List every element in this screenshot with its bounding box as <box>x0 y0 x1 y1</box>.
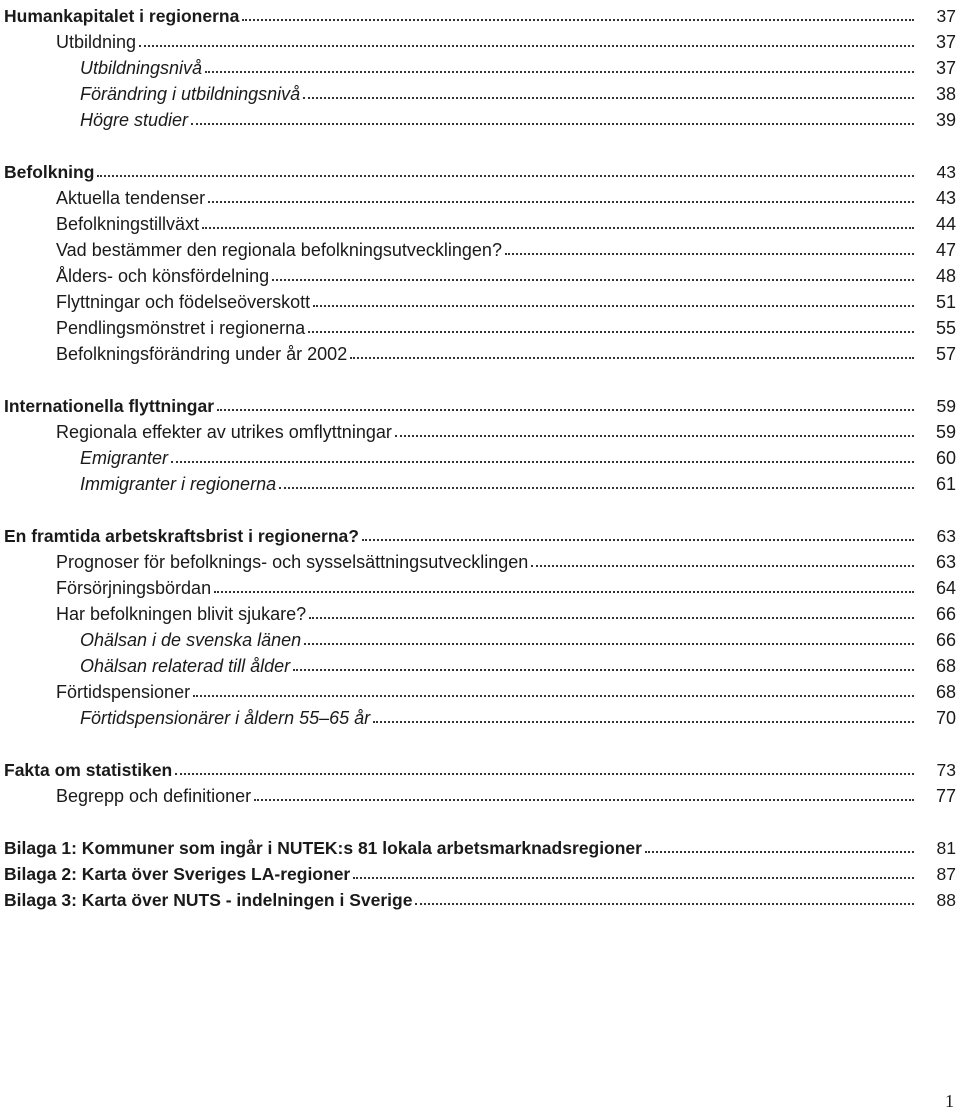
toc-entry[interactable] <box>4 884 956 910</box>
toc-entry-title: Flyttningar och födelseöverskott <box>56 292 311 312</box>
toc-entry[interactable] <box>4 858 956 884</box>
toc-entry-title: Ohälsan relaterad till ålder <box>80 656 291 676</box>
toc-leader-dots <box>205 71 914 73</box>
toc-entry[interactable] <box>4 754 956 780</box>
toc-leader-dots <box>202 227 914 229</box>
toc-entry-page: 61 <box>935 474 956 494</box>
toc-entry-title: Bilaga 3: Karta över NUTS - indelningen i Sverige <box>4 890 413 910</box>
toc-entry-page: 81 <box>936 838 956 858</box>
toc-entry-page: 43 <box>936 162 956 182</box>
toc-entry-page: 66 <box>935 604 956 624</box>
toc-entry-title: Immigranter i regionerna <box>80 474 277 494</box>
toc-entry[interactable] <box>4 468 956 494</box>
toc-leader-dots <box>175 773 914 775</box>
toc-entry[interactable] <box>4 156 956 182</box>
toc-leader-dots <box>139 45 914 47</box>
toc-leader-dots <box>531 565 914 567</box>
toc-entry-page: 47 <box>935 240 956 260</box>
toc-entry-title: Ålders- och könsfördelning <box>56 266 270 286</box>
toc-leader-dots <box>214 591 914 593</box>
toc-entry[interactable] <box>4 780 956 806</box>
toc-entry[interactable] <box>4 78 956 104</box>
toc-entry-title: Utbildning <box>56 32 137 52</box>
toc-entry-page: 68 <box>935 682 956 702</box>
toc-entry-page: 37 <box>936 6 956 26</box>
toc-entry[interactable] <box>4 546 956 572</box>
toc-entry[interactable] <box>4 104 956 130</box>
toc-leader-dots <box>303 97 914 99</box>
toc-entry-page: 37 <box>935 58 956 78</box>
toc-entry-title: En framtida arbetskraftsbrist i regionerna? <box>4 526 359 546</box>
toc-entry-title: Humankapitalet i regionerna <box>4 6 240 26</box>
toc-entry[interactable] <box>4 624 956 650</box>
toc-leader-dots <box>293 669 914 671</box>
toc-entry[interactable] <box>4 0 956 26</box>
toc-leader-dots <box>191 123 914 125</box>
toc-entry-title: Befolkningsförändring under år 2002 <box>56 344 348 364</box>
toc-leader-dots <box>313 305 914 307</box>
table-of-contents <box>4 0 956 910</box>
toc-entry[interactable] <box>4 312 956 338</box>
toc-entry[interactable] <box>4 520 956 546</box>
toc-entry-page: 44 <box>935 214 956 234</box>
toc-entry-page: 55 <box>935 318 956 338</box>
toc-entry-title: Bilaga 2: Karta över Sveriges LA-regioner <box>4 864 351 884</box>
toc-entry[interactable] <box>4 208 956 234</box>
toc-entry-title: Internationella flyttningar <box>4 396 215 416</box>
toc-entry-title: Förändring i utbildningsnivå <box>80 84 301 104</box>
toc-entry[interactable] <box>4 260 956 286</box>
toc-entry[interactable] <box>4 286 956 312</box>
toc-entry-page: 63 <box>935 552 956 572</box>
toc-leader-dots <box>279 487 914 489</box>
toc-entry-page: 63 <box>936 526 956 546</box>
toc-entry-title: Ohälsan i de svenska länen <box>80 630 302 650</box>
toc-leader-dots <box>304 643 914 645</box>
toc-entry[interactable] <box>4 182 956 208</box>
toc-entry-title: Begrepp och definitioner <box>56 786 252 806</box>
toc-leader-dots <box>353 877 914 879</box>
toc-entry-title: Förtidspensioner <box>56 682 191 702</box>
toc-leader-dots <box>217 409 914 411</box>
toc-entry-page: 38 <box>935 84 956 104</box>
toc-leader-dots <box>395 435 914 437</box>
toc-entry[interactable] <box>4 598 956 624</box>
toc-entry[interactable] <box>4 234 956 260</box>
toc-leader-dots <box>193 695 914 697</box>
toc-entry-page: 88 <box>936 890 956 910</box>
toc-entry-page: 68 <box>935 656 956 676</box>
toc-entry-page: 37 <box>935 32 956 52</box>
toc-leader-dots <box>242 19 914 21</box>
toc-entry-title: Aktuella tendenser <box>56 188 206 208</box>
toc-leader-dots <box>415 903 914 905</box>
toc-leader-dots <box>97 175 914 177</box>
toc-entry[interactable] <box>4 442 956 468</box>
page-number: 1 <box>945 1091 954 1111</box>
toc-entry[interactable] <box>4 702 956 728</box>
toc-leader-dots <box>350 357 914 359</box>
toc-leader-dots <box>362 539 914 541</box>
toc-leader-dots <box>505 253 914 255</box>
toc-entry-title: Försörjningsbördan <box>56 578 212 598</box>
toc-entry-page: 70 <box>935 708 956 728</box>
toc-entry-page: 43 <box>935 188 956 208</box>
toc-entry[interactable] <box>4 572 956 598</box>
toc-entry-page: 77 <box>935 786 956 806</box>
toc-leader-dots <box>308 331 914 333</box>
toc-entry[interactable] <box>4 52 956 78</box>
toc-entry-title: Regionala effekter av utrikes omflyttningar <box>56 422 392 442</box>
toc-entry[interactable] <box>4 338 956 364</box>
toc-leader-dots <box>254 799 914 801</box>
toc-entry-title: Emigranter <box>80 448 169 468</box>
toc-entry-title: Vad bestämmer den regionala befolkningsutvecklingen? <box>56 240 502 260</box>
toc-entry-title: Pendlingsmönstret i regionerna <box>56 318 306 338</box>
toc-entry-page: 66 <box>935 630 956 650</box>
toc-leader-dots <box>373 721 914 723</box>
toc-entry-page: 60 <box>935 448 956 468</box>
toc-entry[interactable] <box>4 26 956 52</box>
toc-entry-title: Befolkningstillväxt <box>56 214 200 234</box>
toc-entry-title: Fakta om statistiken <box>4 760 173 780</box>
toc-entry-page: 64 <box>935 578 956 598</box>
toc-leader-dots <box>171 461 914 463</box>
toc-entry-page: 73 <box>936 760 956 780</box>
toc-entry-title: Förtidspensionärer i åldern 55–65 år <box>80 708 371 728</box>
toc-entry[interactable] <box>4 676 956 702</box>
toc-entry-title: Högre studier <box>80 110 189 130</box>
toc-entry[interactable] <box>4 832 956 858</box>
toc-entry-title: Utbildningsnivå <box>80 58 203 78</box>
toc-leader-dots <box>272 279 914 281</box>
toc-entry-page: 57 <box>935 344 956 364</box>
toc-entry-title: Befolkning <box>4 162 95 182</box>
toc-entry-page: 39 <box>935 110 956 130</box>
toc-entry[interactable] <box>4 416 956 442</box>
toc-entry-page: 59 <box>936 396 956 416</box>
toc-entry-page: 51 <box>935 292 956 312</box>
toc-entry-title: Bilaga 1: Kommuner som ingår i NUTEK:s 81 lokala arbetsmarknadsregioner <box>4 838 642 858</box>
toc-leader-dots <box>309 617 914 619</box>
toc-entry-page: 87 <box>936 864 956 884</box>
toc-entry[interactable] <box>4 650 956 676</box>
toc-entry[interactable] <box>4 390 956 416</box>
toc-leader-dots <box>645 851 914 853</box>
toc-entry-title: Har befolkningen blivit sjukare? <box>56 604 307 624</box>
toc-entry-page: 48 <box>935 266 956 286</box>
toc-entry-title: Prognoser för befolknings- och sysselsättningsutvecklingen <box>56 552 529 572</box>
toc-leader-dots <box>208 201 914 203</box>
toc-entry-page: 59 <box>935 422 956 442</box>
